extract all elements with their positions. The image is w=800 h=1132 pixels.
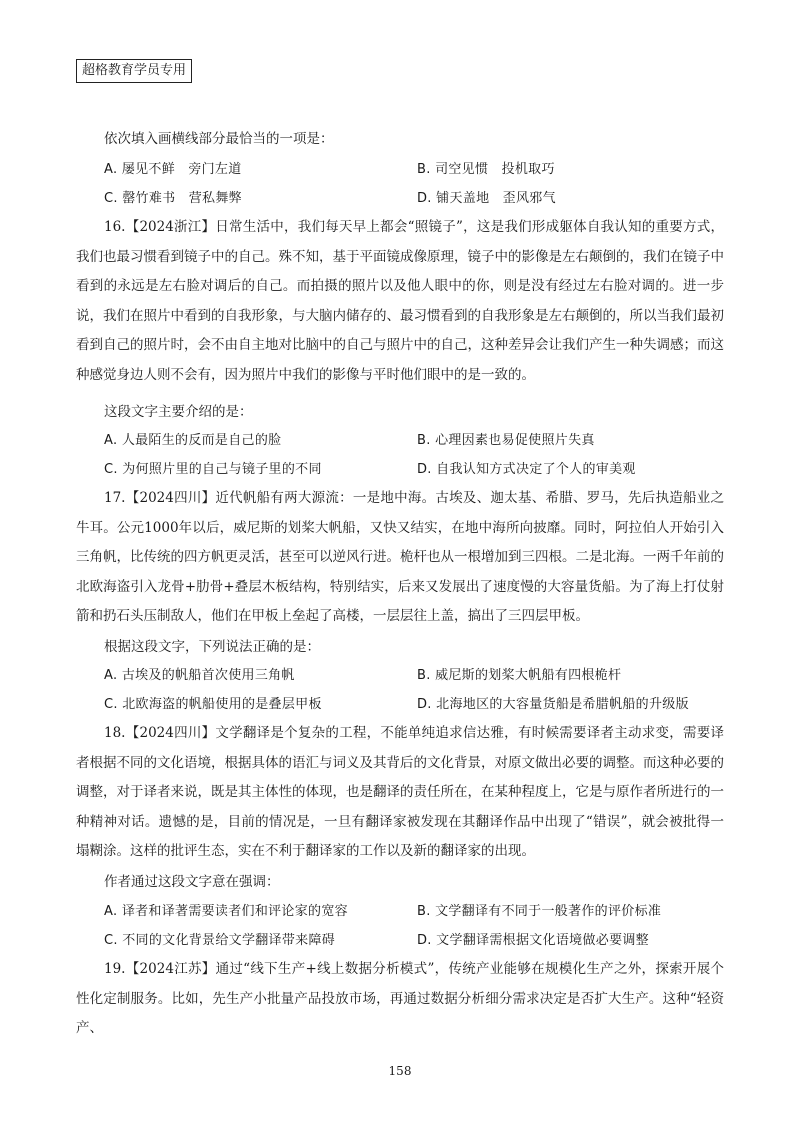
q17-option-c: C. 北欧海盗的帆船使用的是叠层甲板	[104, 697, 322, 712]
q18-passage-text: 18.【2024四川】文学翻译是个复杂的工程，不能单纯追求信达雅，有时候需要译者主动求变，需要译者根据不同的文化语境，根据具体的语汇与词义及其背后的文化背景，对原文做出必要的调整。而这种必要的调整，对于译者来说，既是其主体性的体现，也是翻译的责任所在，在某种程度上，它是与原作者所进行的一种精神对话。遗憾的是，目前的情况是，一旦有翻译家被发现在其翻译作品中出现了“错误”，就会被批得一塌糊涂。这样的批评生态，实在不利于翻译家的工作以及新的翻译家的出现。	[76, 725, 724, 859]
q19-passage-text: 19.【2024江苏】通过“线下生产+线上数据分析模式”，传统产业能够在规模化生产之外，探索开展个性化定制服务。比如，先生产小批量产品投放市场，再通过数据分析细分需求决定是否扩大生产。这种“轻资产、	[76, 961, 724, 1036]
q18-stem: 作者通过这段文字意在强调：	[104, 874, 280, 890]
q15-stem: 依次填入画横线部分最恰当的一项是：	[104, 131, 334, 147]
page-number: 158	[388, 1064, 412, 1078]
q17-option-b: B. 威尼斯的划桨大帆船有四根桅杆	[417, 668, 622, 683]
q17-passage-text: 17.【2024四川】近代帆船有两大源流：一是地中海。古埃及、迦太基、希腊、罗马，先后执造船业之牛耳。公元1000年以后，威尼斯的划桨大帆船，又快又结实，在地中海所向披靡。同时，阿拉伯人开始引入三角帆，比传统的四方帆更灵活，甚至可以逆风行进。桅杆也从一根增加到三四根。二是北海。一两千年前的北欧海盗引入龙骨+肋骨+叠层木板结构，特别结实，后来又发展出了速度慢的大容量货船。为了海上打仗射箭和扔石头压制敌人，他们在甲板上垒起了高楼，一层层往上盖，搞出了三四层甲板。	[76, 490, 724, 624]
q17-option-a: A. 古埃及的帆船首次使用三角帆	[104, 668, 295, 683]
q18-option-a: A. 译者和译著需要读者们和评论家的宽容	[104, 904, 348, 919]
q16-option-c: C. 为何照片里的自己与镜子里的不同	[104, 462, 322, 477]
q17-passage	[76, 484, 724, 632]
q18-option-c: C. 不同的文化背景给文学翻译带来障碍	[104, 933, 336, 948]
q15-option-a: A. 屡见不鲜 旁门左道	[104, 162, 242, 177]
q16-passage	[76, 213, 724, 390]
q16-option-a: A. 人最陌生的反而是自己的脸	[104, 433, 282, 448]
q16-stem: 这段文字主要介绍的是：	[104, 404, 253, 420]
q18-option-d: D. 文学翻译需根据文化语境做必要调整	[417, 933, 649, 948]
q16-passage-text: 16.【2024浙江】日常生活中，我们每天早上都会“照镜子”，这是我们形成躯体自我认知的重要方式，我们也最习惯看到镜子中的自己。殊不知，基于平面镜成像原理，镜子中的影像是左右颠倒的，我们在镜子中看到的永远是左右脸对调后的自己。而拍摄的照片以及他人眼中的你，则是没有经过左右脸对调的。进一步说，我们在照片中看到的自我形象，与大脑内储存的、最习惯看到的自我形象是左右颠倒的，所以当我们最初看到自己的照片时，会不由自主地对比脑中的自己与照片中的自己，这种差异会让我们产生一种失调感；而这种感觉身边人则不会有，因为照片中我们的影像与平时他们眼中的是一致的。	[76, 219, 724, 383]
q17-stem: 根据这段文字，下列说法正确的是：	[104, 639, 320, 655]
q18-option-b: B. 文学翻译有不同于一般著作的评价标准	[417, 904, 662, 919]
header-label: 超格教育学员专用	[76, 59, 192, 83]
q19-passage	[76, 955, 724, 1044]
q15-option-d: D. 铺天盖地 歪风邪气	[417, 191, 556, 206]
q15-option-c: C. 罄竹难书 营私舞弊	[104, 191, 242, 206]
q17-option-d: D. 北海地区的大容量货船是希腊帆船的升级版	[417, 697, 689, 712]
q18-passage	[76, 719, 724, 867]
q16-option-d: D. 自我认知方式决定了个人的审美观	[417, 462, 636, 477]
q16-option-b: B. 心理因素也易促使照片失真	[417, 433, 595, 448]
q15-option-b: B. 司空见惯 投机取巧	[417, 162, 555, 177]
